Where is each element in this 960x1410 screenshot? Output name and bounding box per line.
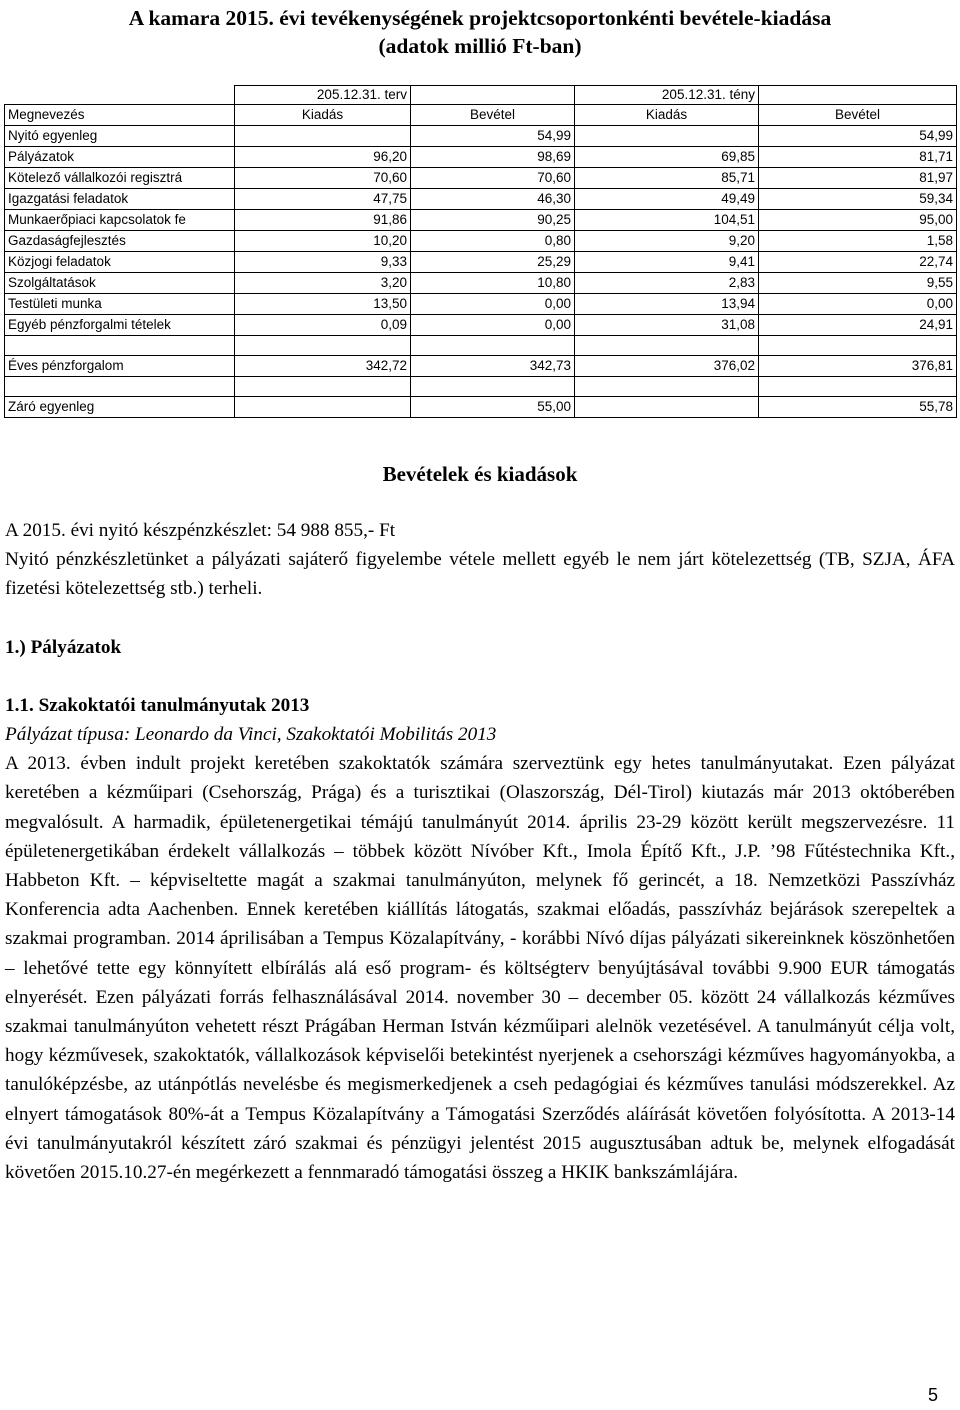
row-name: Közjogi feladatok bbox=[5, 252, 235, 273]
actual-expense: 13,94 bbox=[575, 294, 759, 315]
actual-income: 24,91 bbox=[759, 315, 957, 336]
project-paragraph: A 2013. évben indult projekt keretében szakoktatók számára szerveztünk egy hetes tanulmányutakat. Ezen pályázat keretében a kézműipari (Csehország, Prága) és a turisztikai (Olaszország, Dél-Tirol) kiutazás már 2013 októberében megvalósult. A harmadik, épületenergetikai témájú tanulmányút 2014. április 23-29 között került megszervezésre. 11 épületenergetikában érdekelt vállalkozás – többek között Nívóber Kft., Imola Építő Kft., J.P. ’98 Fűtéstechnika Kft., Habbeton Kft. – képviseltette magát a szakmai tanulmányúton, melynek fő gerincét, a 18. Nemzetközi Passzívház Konferencia adta Aachenben. Ennek keretében kiállítás látogatás, szakmai előadás, passzívház bejárások szerepeltek a szakmai programban. 2014 áprilisában a Tempus Közalapítvány, - korábbi Nívó díjas pályázati sikereinknek köszönhetően – lehetővé tette egy könnyített elbírálás alá eső program- és költségterv benyújtásával további 9.900 EUR támogatás elnyerését. Ezen pályázati forrás felhasználásával 2014. november 30 – december 05. között 24 vállalkozás kézműves szakmai tanulmányúton vehetett részt Prágában Herman István kézműipari alelnök vezetésével. A tanulmányút célja volt, hogy kézművesek, szakoktatók, vállalkozások képviselői betekintést nyerjenek a csehországi kézműves hagyományokba, a tanulóképzésbe, az utánpótlás nevelésbe és megismerkedjenek a cseh pedagógiai és kézműves tanulási módszerekkel. Az elnyert támogatások 80%-át a Tempus Közalapítvány a Támogatási Szerződés aláírását követően folyósította. A 2013-14 évi tanulmányutakról készített záró szakmai és pénzügyi jelentést 2015 augusztusában adtuk be, melynek elfogadását követően 2015.10.27-én megérkezett a fennmaradó támogatási összeg a HKIK bankszámlájára. bbox=[5, 753, 955, 1184]
table-row bbox=[5, 126, 957, 147]
header-actual-expense: Kiadás bbox=[575, 105, 759, 126]
actual-expense: 69,85 bbox=[575, 147, 759, 168]
plan-expense: 91,86 bbox=[235, 210, 411, 231]
actual-income: 55,78 bbox=[759, 397, 957, 418]
table-row bbox=[5, 189, 957, 210]
row-name: Éves pénzforgalom bbox=[5, 356, 235, 377]
actual-expense: 9,41 bbox=[575, 252, 759, 273]
actual-expense: 85,71 bbox=[575, 168, 759, 189]
header-plan-expense: Kiadás bbox=[235, 105, 411, 126]
financial-table bbox=[4, 85, 957, 418]
actual-income: 81,71 bbox=[759, 147, 957, 168]
actual-expense: 376,02 bbox=[575, 356, 759, 377]
plan-income: 46,30 bbox=[411, 189, 575, 210]
page-number: 5 bbox=[927, 1385, 938, 1405]
period-actual-spacer bbox=[759, 86, 957, 105]
spacer-cell bbox=[5, 336, 235, 356]
plan-expense: 10,20 bbox=[235, 231, 411, 252]
closing-balance-row bbox=[5, 397, 957, 418]
plan-income: 10,80 bbox=[411, 273, 575, 294]
actual-expense bbox=[575, 126, 759, 147]
spacer-cell bbox=[575, 336, 759, 356]
period-header-row bbox=[5, 86, 957, 105]
actual-income: 9,55 bbox=[759, 273, 957, 294]
section-title: Bevételek és kiadások bbox=[382, 462, 578, 486]
spacer-cell bbox=[575, 377, 759, 397]
table-row bbox=[5, 252, 957, 273]
period-plan-spacer bbox=[411, 86, 575, 105]
annual-total-row bbox=[5, 356, 957, 377]
spacer-cell bbox=[411, 336, 575, 356]
plan-expense bbox=[235, 397, 411, 418]
row-name: Testületi munka bbox=[5, 294, 235, 315]
actual-expense: 31,08 bbox=[575, 315, 759, 336]
header-plan-income: Bevétel bbox=[411, 105, 575, 126]
financial-table-container bbox=[4, 85, 956, 418]
heading-palyazatok: 1.) Pályázatok bbox=[5, 636, 122, 658]
title-line-1: A kamara 2015. évi tevékenységének projektcsoportonkénti bevétele-kiadása bbox=[128, 6, 832, 30]
table-row bbox=[5, 231, 957, 252]
column-header-row bbox=[5, 105, 957, 126]
actual-income: 54,99 bbox=[759, 126, 957, 147]
table-row bbox=[5, 294, 957, 315]
actual-income: 0,00 bbox=[759, 294, 957, 315]
actual-income: 22,74 bbox=[759, 252, 957, 273]
plan-income: 25,29 bbox=[411, 252, 575, 273]
table-row bbox=[5, 315, 957, 336]
spacer-cell bbox=[759, 336, 957, 356]
actual-income: 376,81 bbox=[759, 356, 957, 377]
table-spacer-row bbox=[5, 336, 957, 356]
project-type-subtitle: Pályázat típusa: Leonardo da Vinci, Szakoktatói Mobilitás 2013 bbox=[5, 724, 497, 746]
row-name: Záró egyenleg bbox=[5, 397, 235, 418]
plan-expense: 9,33 bbox=[235, 252, 411, 273]
plan-income: 0,00 bbox=[411, 294, 575, 315]
actual-income: 59,34 bbox=[759, 189, 957, 210]
plan-income: 90,25 bbox=[411, 210, 575, 231]
actual-expense: 9,20 bbox=[575, 231, 759, 252]
actual-expense: 104,51 bbox=[575, 210, 759, 231]
header-actual-income: Bevétel bbox=[759, 105, 957, 126]
heading-szakoktatoi: 1.1. Szakoktatói tanulmányutak 2013 bbox=[5, 694, 310, 716]
body-text bbox=[5, 516, 955, 1187]
actual-income: 95,00 bbox=[759, 210, 957, 231]
spacer-cell bbox=[235, 336, 411, 356]
table-row bbox=[5, 147, 957, 168]
plan-expense: 96,20 bbox=[235, 147, 411, 168]
spacer-cell bbox=[759, 377, 957, 397]
row-name: Egyéb pénzforgalmi tételek bbox=[5, 315, 235, 336]
row-name: Gazdaságfejlesztés bbox=[5, 231, 235, 252]
plan-expense bbox=[235, 126, 411, 147]
period-header-blank bbox=[5, 86, 235, 105]
actual-expense bbox=[575, 397, 759, 418]
table-spacer-row bbox=[5, 377, 957, 397]
row-name: Szolgáltatások bbox=[5, 273, 235, 294]
page-title bbox=[0, 4, 960, 60]
plan-income: 54,99 bbox=[411, 126, 575, 147]
spacer-cell bbox=[411, 377, 575, 397]
plan-income: 0,00 bbox=[411, 315, 575, 336]
row-name: Munkaerőpiaci kapcsolatok fe bbox=[5, 210, 235, 231]
actual-expense: 2,83 bbox=[575, 273, 759, 294]
table-row bbox=[5, 168, 957, 189]
opening-cash-text: A 2015. évi nyitó készpénzkészlet: 54 988 855,- Ft bbox=[5, 520, 396, 541]
plan-income: 70,60 bbox=[411, 168, 575, 189]
plan-income: 0,80 bbox=[411, 231, 575, 252]
table-row bbox=[5, 273, 957, 294]
row-name: Igazgatási feladatok bbox=[5, 189, 235, 210]
plan-expense: 70,60 bbox=[235, 168, 411, 189]
row-name: Kötelező vállalkozói regisztrá bbox=[5, 168, 235, 189]
actual-income: 1,58 bbox=[759, 231, 957, 252]
plan-expense: 0,09 bbox=[235, 315, 411, 336]
plan-expense: 3,20 bbox=[235, 273, 411, 294]
period-actual-label: 205.12.31. tény bbox=[575, 86, 759, 105]
spacer-cell bbox=[235, 377, 411, 397]
plan-income: 342,73 bbox=[411, 356, 575, 377]
actual-income: 81,97 bbox=[759, 168, 957, 189]
row-name: Pályázatok bbox=[5, 147, 235, 168]
plan-expense: 342,72 bbox=[235, 356, 411, 377]
actual-expense: 49,49 bbox=[575, 189, 759, 210]
plan-income: 98,69 bbox=[411, 147, 575, 168]
opening-note-text: Nyitó pénzkészletünket a pályázati sajáterő figyelembe vétele mellett egyéb le nem járt kötelezettség (TB, SZJA, ÁFA fizetési kötelezettség stb.) terheli. bbox=[5, 549, 955, 600]
plan-income: 55,00 bbox=[411, 397, 575, 418]
title-line-2: (adatok millió Ft-ban) bbox=[378, 34, 582, 58]
period-plan-label: 205.12.31. terv bbox=[235, 86, 411, 105]
spacer-cell bbox=[5, 377, 235, 397]
plan-expense: 13,50 bbox=[235, 294, 411, 315]
plan-expense: 47,75 bbox=[235, 189, 411, 210]
header-name: Megnevezés bbox=[5, 105, 235, 126]
row-name: Nyitó egyenleg bbox=[5, 126, 235, 147]
table-row bbox=[5, 210, 957, 231]
